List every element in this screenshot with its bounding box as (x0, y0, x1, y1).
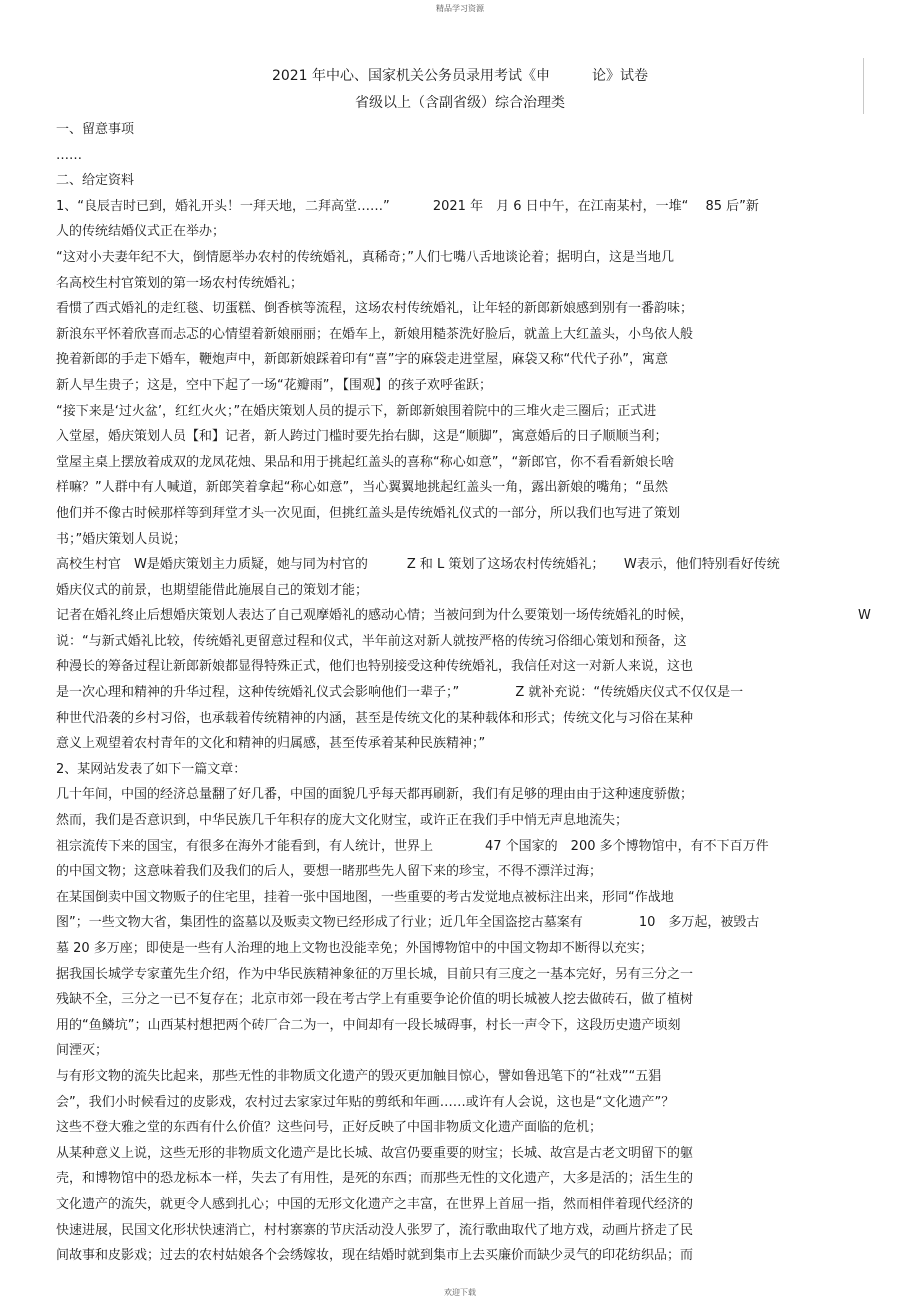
text-line: 从某种意义上说，这些无形的非物质文化遗产是比长城、故宫仍要重要的财宝；长城、故宫是古老文明留下的躯 (56, 1145, 694, 1161)
text-line: 一、留意事项 (56, 122, 135, 137)
text-line: 样嘛？”人群中有人喊道，新郎笑着拿起“称心如意”，当心翼翼地挑起红盖头一角，露出新娘的嘴角；“虽然 (56, 480, 668, 496)
page-footer: 欢迎下载 (444, 1288, 476, 1297)
text-line: 然而，我们是否意识到，中华民族几千年积存的庞大文化财宝，或许正在我们手中悄无声息地流失； (56, 813, 629, 829)
document-body (56, 117, 874, 1269)
text-line: 这些不登大雅之堂的东西有什么价值？这些问号，正好反映了中国非物质文化遗产面临的危机； (56, 1120, 603, 1136)
text-line: 是一次心理和精神的升华过程，这种传统婚礼仪式会影响他们一辈子；” Z 就补充说：“传统婚庆仪式不仅仅是一 (56, 685, 744, 701)
text-line: 2、某网站发表了如下一篇文章： (56, 761, 247, 777)
text-line: “这对小夫妻年纪不大，倒情愿举办农村的传统婚礼，真稀奇；”人们七嘴八舌地谈论着；据明白，这是当地几 (56, 249, 674, 265)
text-line: 用的“鱼鳞坑”；山西某村想把两个砖厂合二为一，中间却有一段长城碍事，村长一声令下，这段历史遗产顷刻 (56, 1017, 681, 1033)
text-line: “接下来是‘过火盆’，红红火火；”在婚庆策划人员的提示下，新郎新娘围着院中的三堆火走三圈后；正式进 (56, 403, 657, 419)
text-line: 种世代沿袭的乡村习俗，也承载着传统精神的内涵，甚至是传统文化的某种载体和形式；传统文化与习俗在某种 (56, 710, 694, 726)
text-line: 祖宗流传下来的国宝，有很多在海外才能看到，有人统计，世界上 47 个国家的 200 多个博物馆中，有不下百万件 (56, 838, 769, 854)
text-line: 入堂屋，婚庆策划人员【和】记者，新人跨过门槛时要先抬右脚，这是“顺脚”，寓意婚后的日子顺顺当利； (56, 429, 668, 445)
text-line: 婚庆仪式的前景，也期望能借此施展自己的策划才能； (56, 582, 369, 598)
text-line: 说：“与新式婚礼比较，传统婚礼更留意过程和仪式，半年前这对新人就按严格的传统习俗细心策划和预备，这 (56, 633, 687, 649)
text-line: 文化遗产的流失，就更令人感到扎心；中国的无形文化遗产之丰富，在世界上首屈一指，然而相伴着现代经济的 (56, 1196, 694, 1212)
text-line: 新人早生贵子；这是，空中下起了一场“花瓣雨”，【围观】的孩子欢呼雀跃； (56, 377, 492, 393)
text-line: 名高校生村官策划的第一场农村传统婚礼； (56, 275, 304, 291)
text-line: 壳，和博物馆中的恐龙标本一样，失去了有用性，是死的东西；而那些无性的文化遗产，大多是活的；活生生的 (56, 1171, 694, 1187)
text-line-right-label: W (858, 608, 871, 624)
text-line: 书；”婚庆策划人员说； (56, 531, 187, 547)
text-line: 残缺不全，三分之一已不复存在；北京市郊一段在考古学上有重要争论价值的明长城被人挖去做砖石，做了植树 (56, 992, 694, 1008)
text-line: 意义上观望着农村青年的文化和精神的归属感，甚至传承着某种民族精神；” (56, 736, 486, 752)
text-line: 间故事和皮影戏；过去的农村姑娘各个会绣嫁妆，现在结婚时就到集市上去买廉价而缺少灵气的印花纺织品；而 (56, 1248, 694, 1264)
text-line: 与有形文物的流失比起来，那些无性的非物质文化遗产的毁灭更加触目惊心，譬如鲁迅笔下的“社戏”“五猖 (56, 1068, 662, 1084)
text-line: 快速进展，民国文化形状快速消亡，村村寨寨的节庆活动没人张罗了，流行歌曲取代了地方戏，动画片挤走了民 (56, 1222, 694, 1238)
text-line: 新浪东平怀着欣喜而忐忑的心情望着新娘丽丽；在婚车上，新娘用糙茶洗好脸后，就盖上大红盖头，小鸟依人般 (56, 326, 694, 342)
text-line: 据我国长城学专家董先生介绍，作为中华民族精神象征的万里长城，目前只有三度之一基本完好，另有三分之一 (56, 966, 694, 982)
document-title: 2021 年中心、国家机关公务员录用考试《申 论》试卷 (271, 68, 649, 84)
text-line: 他们并不像古时候那样等到拜堂才头一次见面，但挑红盖头是传统婚礼仪式的一部分，所以我们也写进了策划 (56, 505, 681, 521)
text-line: …… (56, 147, 82, 163)
text-line: 人的传统结婚仪式正在举办； (56, 224, 226, 240)
text-line: 高校生村官 W是婚庆策划主力质疑，她与同为村官的 Z 和 L 策划了这场农村传统婚礼； W表示，他们特别看好传统 (56, 557, 780, 573)
text-line: 在某国倒卖中国文物贩子的住宅里，挂着一张中国地图，一些重要的考古发觉地点被标注出来，形同“作战地 (56, 889, 674, 905)
document-subtitle: 省级以上（含副省级）综合治理类 (355, 95, 565, 111)
text-line: 挽着新郎的手走下婚车，鞭炮声中，新郎新娘踩着印有“喜”字的麻袋走进堂屋，麻袋又称“代代子孙”，寓意 (56, 352, 668, 368)
text-line: 图”；一些文物大省，集团性的盗墓以及贩卖文物已经形成了行业；近几年全国盗挖古墓案有 10 多万起，被毁古 (56, 915, 760, 931)
text-line: 堂屋主桌上摆放着成双的龙凤花烛、果品和用于挑起红盖头的喜称“称心如意”，“新郎官，你不看看新娘长啥 (56, 454, 675, 470)
text-line (56, 603, 874, 629)
text-line: 的中国文物；这意味着我们及我们的后人，要想一睹那些先人留下来的珍宝，不得不漂洋过海； (56, 864, 603, 880)
text-line-content: 记者在婚礼终止后想婚庆策划人表达了自己观摩婚礼的感动心情；当被问到为什么要策划一场传统婚礼的时候， (56, 608, 694, 624)
text-line: 二、给定资料 (56, 173, 135, 189)
text-line: 种漫长的筹备过程让新郎新娘都显得特殊正式，他们也特别接受这种传统婚礼，我信任对这一对新人来说，这也 (56, 659, 694, 675)
page-header: 精品学习资源 (436, 4, 484, 13)
text-line: 看惯了西式婚礼的走红毯、切蛋糕、倒香槟等流程，这场农村传统婚礼，让年轻的新郎新娘感到别有一番韵味； (56, 301, 694, 317)
text-line: 间湮灭； (56, 1043, 109, 1059)
text-line: 几十年间，中国的经济总量翻了好几番，中国的面貌几乎每天都再刷新，我们有足够的理由由于这种速度骄傲； (56, 787, 694, 803)
text-line: 墓 20 多万座；即使是一些有人治理的地上文物也没能幸免；外国博物馆中的中国文物却不断得以充实； (56, 941, 653, 956)
text-line: 会”，我们小时候看过的皮影戏，农村过去家家过年贴的剪纸和年画……或许有人会说，这也是“文化遗产”？ (56, 1094, 675, 1110)
text-line: 1、“良辰吉时已到，婚礼开头！一拜天地，二拜高堂……” 2021 年 月 6 日中午，在江南某村，一堆“ 85 后”新 (56, 198, 759, 214)
